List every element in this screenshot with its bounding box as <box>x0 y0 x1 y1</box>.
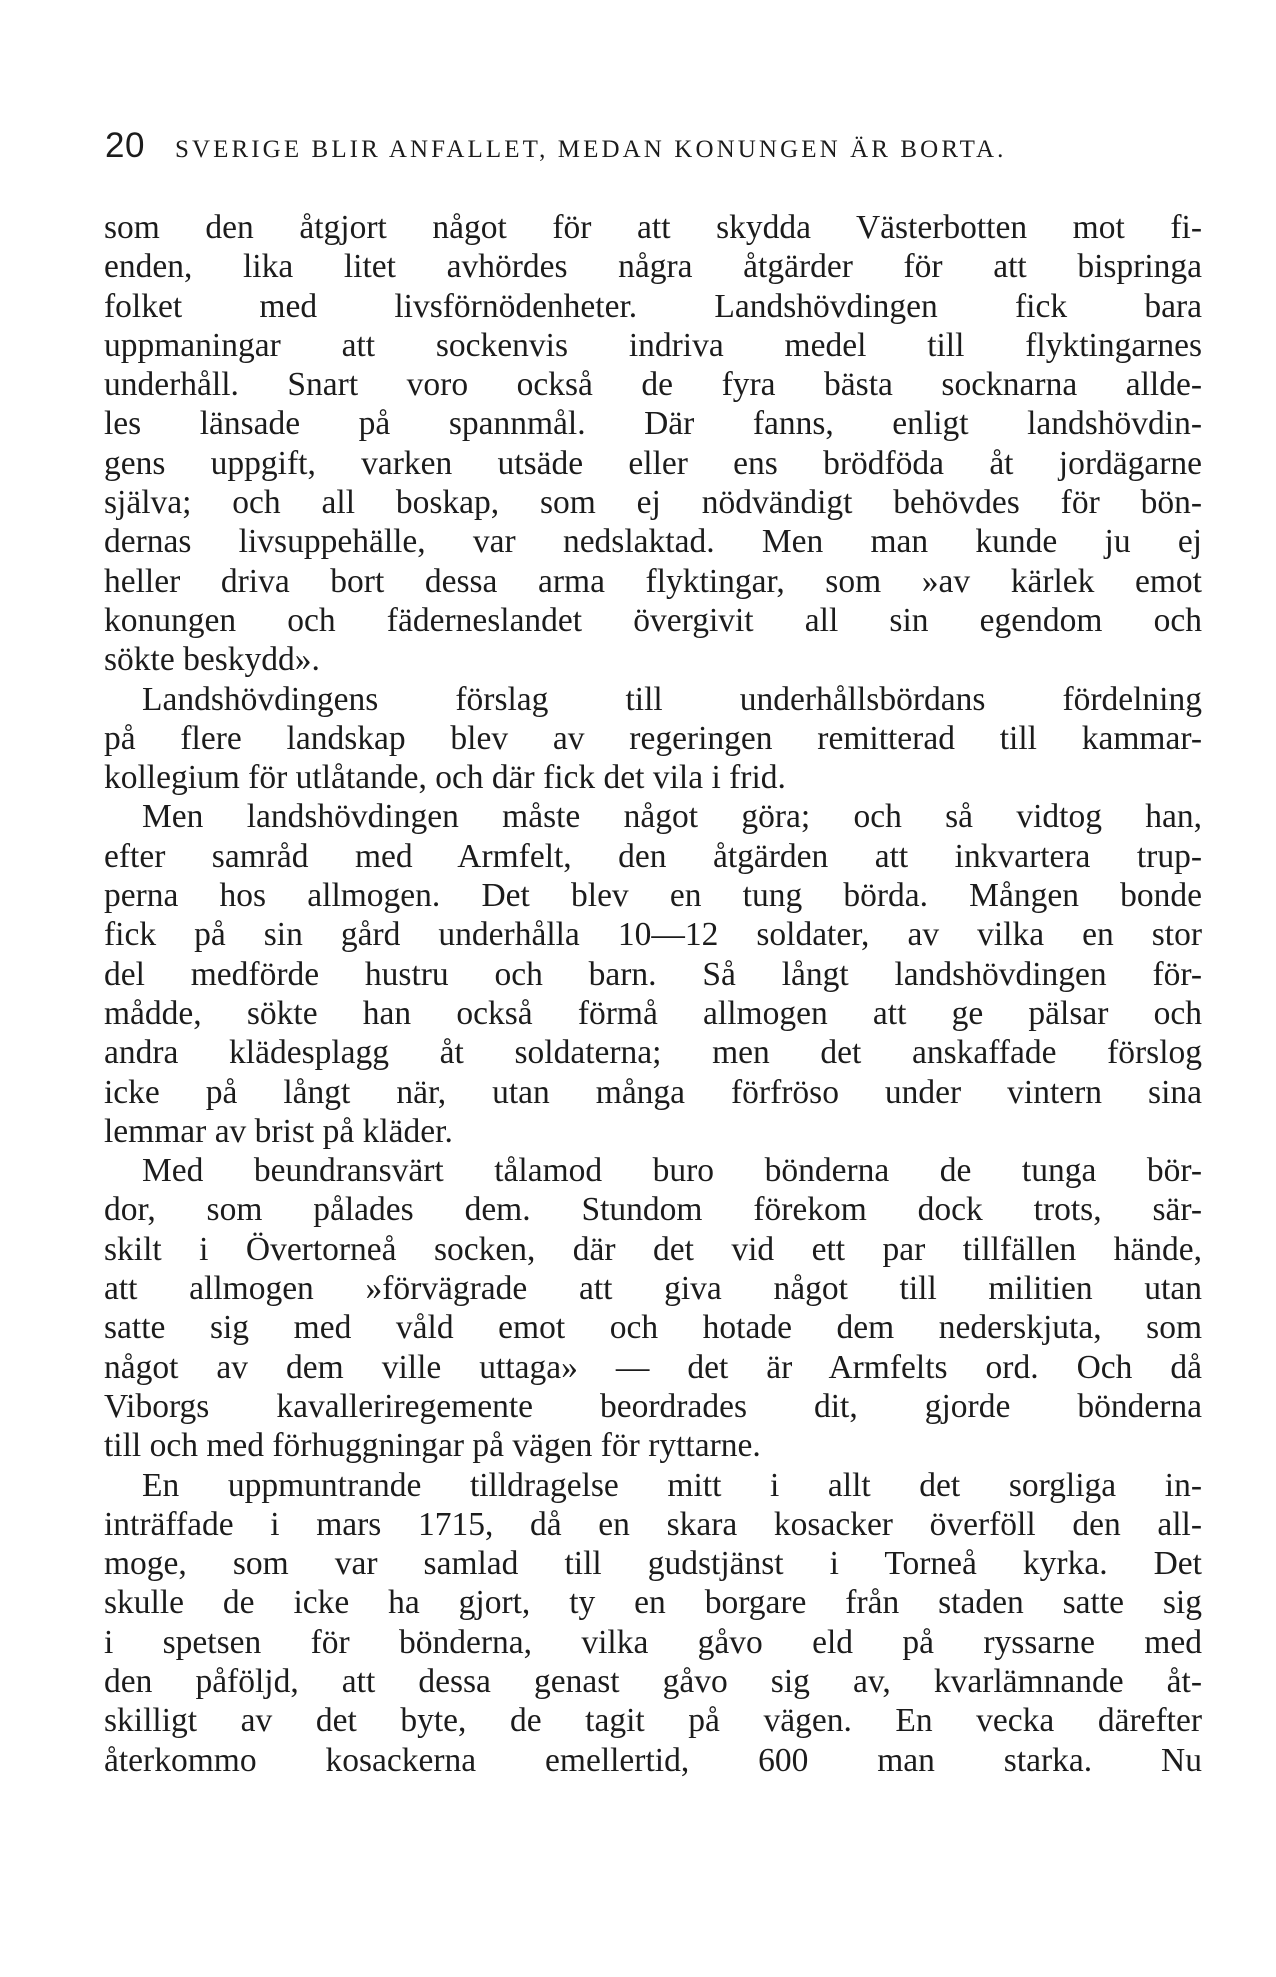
paragraph-first-line: Landshövdingens förslag till underhållsbördans fördelning <box>142 680 1202 718</box>
text-line: att allmogen »förvägrade att giva något till militien utan <box>104 1270 1202 1308</box>
text-line: fick på sin gård underhålla 10—12 soldater, av vilka en stor <box>104 916 1202 954</box>
paragraph-first-line: En uppmuntrande tilldragelse mitt i allt det sorgliga in- <box>142 1466 1202 1504</box>
text-line: del medförde hustru och barn. Så långt landshövdingen för- <box>104 955 1202 993</box>
text-line: uppmaningar att sockenvis indriva medel till flyktingarnes <box>104 326 1202 364</box>
text-line: lemmar av brist på kläder. <box>104 1112 453 1150</box>
text-line: i spetsen för bönderna, vilka gåvo eld på ryssarne med <box>104 1623 1202 1661</box>
running-header <box>105 126 1200 170</box>
text-line: andra klädesplagg åt soldaterna; men det anskaffade förslog <box>104 1034 1202 1072</box>
running-title: SVERIGE BLIR ANFALLET, MEDAN KONUNGEN ÄR BORTA. <box>174 136 1007 163</box>
text-line: folket med livsförnödenheter. Landshövdingen fick bara <box>104 287 1202 325</box>
text-line: skilligt av det byte, de tagit på vägen. En vecka därefter <box>104 1702 1202 1740</box>
text-line: Viborgs kavalleriregemente beordrades dit, gjorde bönderna <box>104 1387 1202 1425</box>
text-line: heller driva bort dessa arma flyktingar, som »av kärlek emot <box>104 562 1202 600</box>
text-line: som den åtgjort något för att skydda Västerbotten mot fi- <box>104 209 1202 246</box>
text-line: moge, som var samlad till gudstjänst i Torneå kyrka. Det <box>104 1545 1202 1583</box>
text-line: enden, lika litet avhördes några åtgärder för att bispringa <box>104 248 1202 286</box>
text-line: återkommo kosackerna emellertid, 600 man starka. Nu <box>104 1741 1202 1779</box>
page-number: 20 <box>105 126 145 165</box>
text-line: perna hos allmogen. Det blev en tung börda. Mången bonde <box>104 877 1202 915</box>
text-line: sökte beskydd». <box>104 641 320 679</box>
text-line: dor, som pålades dem. Stundom förekom dock trots, sär- <box>104 1191 1202 1229</box>
text-line: mådde, sökte han också förmå allmogen att ge pälsar och <box>104 994 1202 1032</box>
paragraph-first-line: Med beundransvärt tålamod buro bönderna de tunga bör- <box>142 1152 1202 1190</box>
text-line: efter samråd med Armfelt, den åtgärden att inkvartera trup- <box>104 837 1202 875</box>
text-line: underhåll. Snart voro också de fyra bästa socknarna allde- <box>104 366 1202 404</box>
text-line: gens uppgift, varken utsäde eller ens brödföda åt jordägarne <box>104 444 1202 482</box>
text-line: satte sig med våld emot och hotade dem nederskjuta, som <box>104 1309 1202 1347</box>
text-line: dernas livsuppehälle, var nedslaktad. Men man kunde ju ej <box>104 523 1202 561</box>
text-line: den påföljd, att dessa genast gåvo sig av, kvarlämnande åt- <box>104 1662 1202 1700</box>
text-line: på flere landskap blev av regeringen remitterad till kammar- <box>104 719 1202 757</box>
text-line: kollegium för utlåtande, och där fick det vila i frid. <box>104 759 786 797</box>
text-line: själva; och all boskap, som ej nödvändigt behövdes för bön- <box>104 484 1202 522</box>
text-line: icke på långt när, utan många förfröso under vintern sina <box>104 1073 1202 1111</box>
text-line: konungen och fäderneslandet övergivit all sin egendom och <box>104 601 1202 639</box>
paragraph-first-line: Men landshövdingen måste något göra; och så vidtog han, <box>142 798 1202 836</box>
text-line: inträffade i mars 1715, då en skara kosacker överföll den all- <box>104 1505 1202 1543</box>
text-line: skilt i Övertorneå socken, där det vid ett par tillfällen hände, <box>104 1230 1202 1268</box>
body-text <box>104 208 1202 1780</box>
text-line: något av dem ville uttaga» — det är Armfelts ord. Och då <box>104 1348 1202 1386</box>
text-line: skulle de icke ha gjort, ty en borgare från staden satte sig <box>104 1584 1202 1622</box>
text-line: les länsade på spannmål. Där fanns, enligt landshövdin- <box>104 405 1202 443</box>
text-line: till och med förhuggningar på vägen för ryttarne. <box>104 1427 761 1465</box>
